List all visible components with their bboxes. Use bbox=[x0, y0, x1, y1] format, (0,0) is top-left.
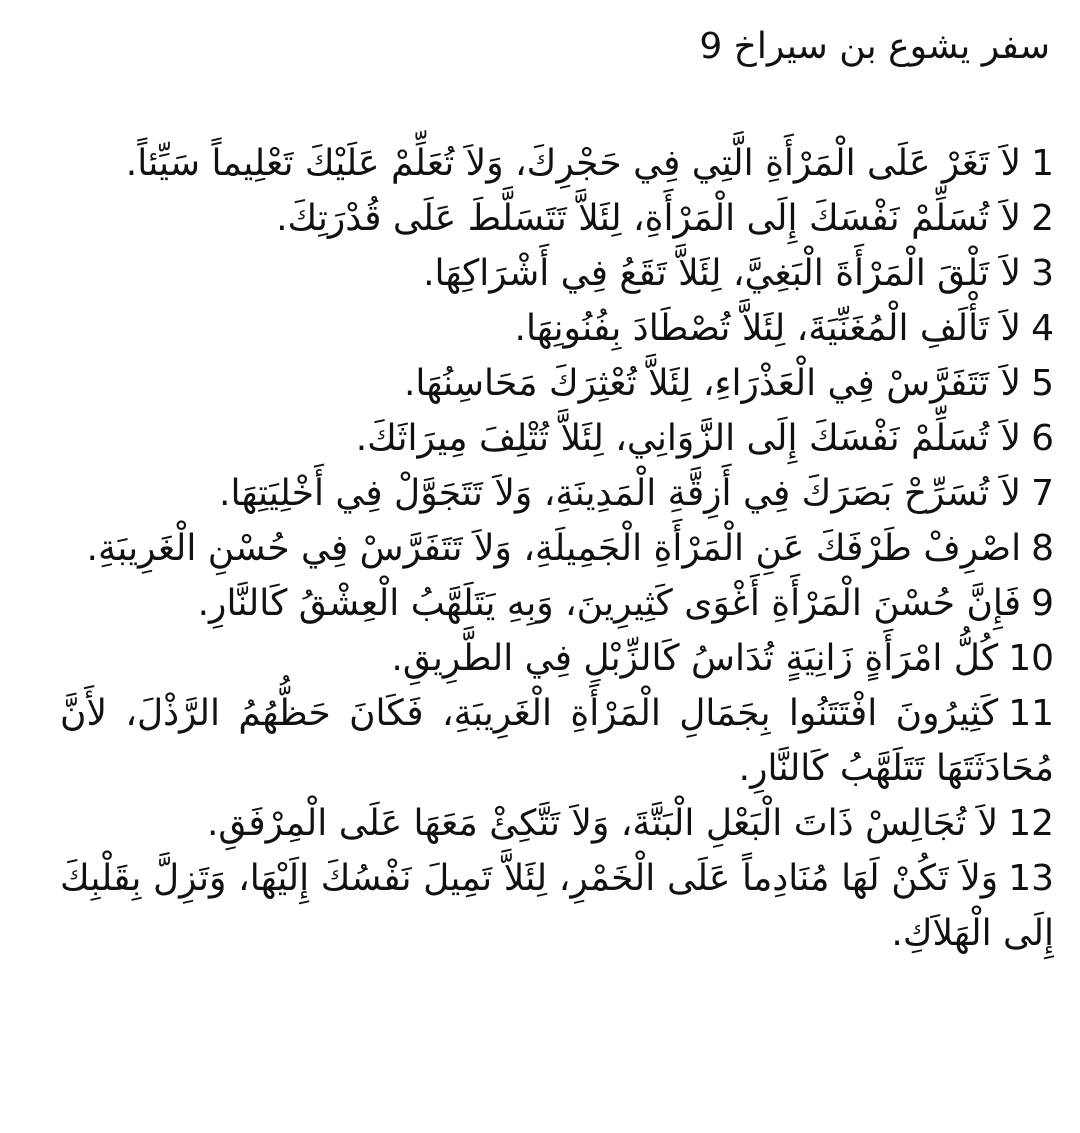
verse bbox=[60, 246, 1054, 301]
verse-number: 6 bbox=[1031, 418, 1054, 459]
page-title: سفر يشوع بن سيراخ 9 bbox=[699, 26, 1050, 67]
verse-text: فَإِنَّ حُسْنَ الْمَرْأَةِ أَغْوَى كَثِيرِينَ، وَبِهِ يَتَلَهَّبُ الْعِشْقُ كَالنَّارِ. bbox=[197, 583, 1022, 624]
verse bbox=[60, 521, 1054, 576]
verse-number: 13 bbox=[1008, 858, 1054, 899]
verse-number: 4 bbox=[1031, 308, 1054, 349]
verse-text: لاَ تُسَلِّمْ نَفْسَكَ إِلَى الزَّوَانِي، لِئَلاَّ تُتْلِفَ مِيرَاثَكَ. bbox=[355, 418, 1022, 459]
verse-number: 2 bbox=[1031, 198, 1054, 239]
verse-text: لاَ تَلْقَ الْمَرْأَةَ الْبَغِيَّ، لِئَلاَّ تَقَعُ فِي أَشْرَاكِهَا. bbox=[423, 253, 1022, 294]
verse-text: كُلُّ امْرَأَةٍ زَانِيَةٍ تُدَاسُ كَالزِّبْلِ فِي الطَّرِيقِ. bbox=[391, 638, 999, 679]
verse-number: 9 bbox=[1031, 583, 1054, 624]
verse-number: 12 bbox=[1008, 803, 1054, 844]
verse-text: لاَ تَأْلَفِ الْمُغَنِّيَةَ، لِئَلاَّ تُصْطَادَ بِفُنُونِهَا. bbox=[514, 308, 1022, 349]
verse-text: لاَ تُسَلِّمْ نَفْسَكَ إِلَى الْمَرْأَةِ، لِئَلاَّ تَتَسَلَّطَ عَلَى قُدْرَتِكَ. bbox=[276, 198, 1022, 239]
verse bbox=[60, 136, 1054, 191]
verse-number: 1 bbox=[1031, 143, 1054, 184]
verse-list bbox=[60, 136, 1054, 961]
verse bbox=[60, 686, 1054, 796]
verse-text: لاَ تَغَرْ عَلَى الْمَرْأَةِ الَّتِي فِي حَجْرِكَ، وَلاَ تُعَلِّمْ عَلَيْكَ تَعْلِيماً سَيِّئاً. bbox=[125, 143, 1022, 184]
verse bbox=[60, 411, 1054, 466]
verse bbox=[60, 851, 1054, 961]
verse-text: كَثِيرُونَ افْتَتَنُوا بِجَمَالِ الْمَرْأَةِ الْغَرِيبَةِ، فَكَانَ حَظُّهُمُ الرَّذْلَ، لأَنَّ مُحَادَثَتَهَا تَتَلَهَّبُ كَالنَّارِ. bbox=[60, 693, 1054, 789]
verse-number: 11 bbox=[1008, 693, 1054, 734]
verse-text: لاَ تُسَرِّحْ بَصَرَكَ فِي أَزِقَّةِ الْمَدِينَةِ، وَلاَ تَتَجَوَّلْ فِي أَخْلِيَتِهَا. bbox=[219, 473, 1022, 514]
verse bbox=[60, 191, 1054, 246]
verse-text: وَلاَ تَكُنْ لَهَا مُنَادِماً عَلَى الْخَمْرِ، لِئَلاَّ تَمِيلَ نَفْسُكَ إِلَيْهَا، وَتَزِلَّ بِقَلْبِكَ إِلَى الْهَلاَكِ. bbox=[60, 858, 1054, 954]
verse-text: اصْرِفْ طَرْفَكَ عَنِ الْمَرْأَةِ الْجَمِيلَةِ، وَلاَ تَتَفَرَّسْ فِي حُسْنِ الْغَرِيبَةِ. bbox=[86, 528, 1022, 569]
verse-number: 10 bbox=[1008, 638, 1054, 679]
verse bbox=[60, 631, 1054, 686]
verse-number: 8 bbox=[1031, 528, 1054, 569]
verse-number: 3 bbox=[1031, 253, 1054, 294]
verse-text: لاَ تُجَالِسْ ذَاتَ الْبَعْلِ الْبَتَّةَ، وَلاَ تَتَّكِئْ مَعَهَا عَلَى الْمِرْفَقِ. bbox=[206, 803, 999, 844]
verse bbox=[60, 576, 1054, 631]
verse-number: 5 bbox=[1031, 363, 1054, 404]
verse bbox=[60, 466, 1054, 521]
verse-number: 7 bbox=[1031, 473, 1054, 514]
verse bbox=[60, 796, 1054, 851]
verse bbox=[60, 356, 1054, 411]
verse-text: لاَ تَتَفَرَّسْ فِي الْعَذْرَاءِ، لِئَلاَّ تُعْثِرَكَ مَحَاسِنُهَا. bbox=[403, 363, 1022, 404]
verse bbox=[60, 301, 1054, 356]
